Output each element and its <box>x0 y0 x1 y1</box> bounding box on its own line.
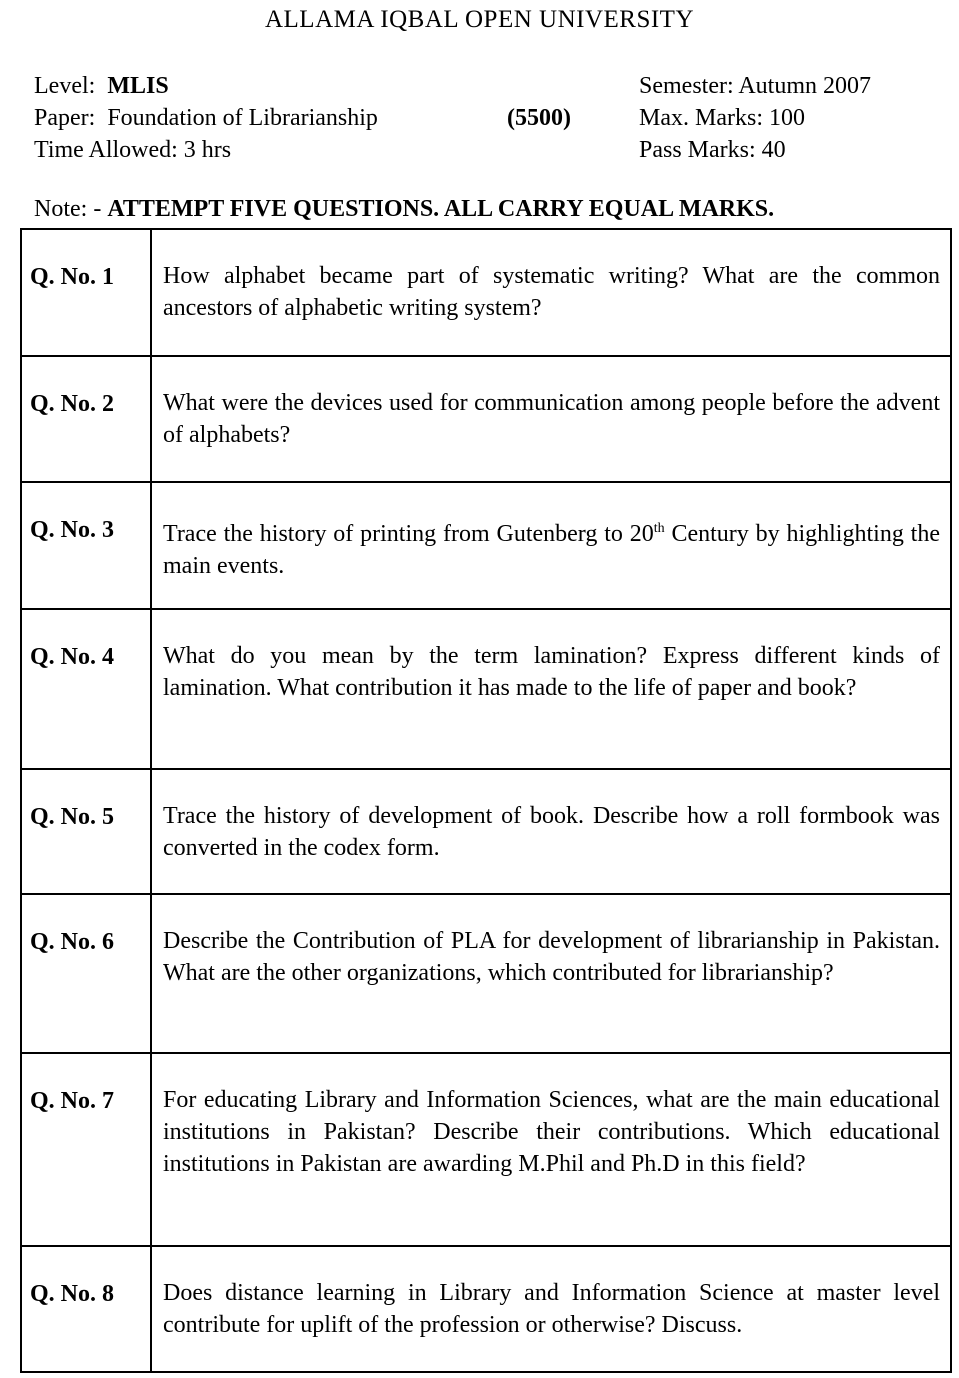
level-label: Level: <box>34 73 96 99</box>
question-number: Q. No. 4 <box>30 644 114 670</box>
paper-value: Foundation of Librarianship <box>107 105 378 131</box>
header-right <box>639 70 871 166</box>
question-text-end: Century by highlighting the main events. <box>163 521 940 579</box>
question-number: Q. No. 2 <box>30 391 114 417</box>
ordinal-suffix: th <box>653 521 665 536</box>
question-row <box>21 229 951 356</box>
university-title: ALLAMA IQBAL OPEN UNIVERSITY <box>264 6 695 33</box>
question-row <box>21 482 951 609</box>
paper-label: Paper: <box>34 105 96 131</box>
question-row <box>21 356 951 482</box>
note-label: Note: - <box>34 196 102 222</box>
question-number: Q. No. 3 <box>30 517 114 543</box>
level-value: MLIS <box>107 73 169 99</box>
header-left <box>34 70 378 166</box>
question-text: Does distance learning in Library and Information Science at master level contribute for uplift of the profession or otherwise? Discuss. <box>163 1280 940 1338</box>
time-allowed: Time Allowed: 3 hrs <box>34 137 232 163</box>
question-row <box>21 1246 951 1372</box>
question-text <box>163 513 940 582</box>
question-number: Q. No. 8 <box>30 1281 114 1307</box>
question-text: How alphabet became part of systematic writing? What are the common ancestors of alphabetic writing system? <box>163 263 940 321</box>
max-marks: Max. Marks: 100 <box>639 105 805 131</box>
question-text: Describe the Contribution of PLA for development of librarianship in Pakistan. What are the other organizations, which contributed for librarianship? <box>163 928 940 986</box>
question-row <box>21 1053 951 1246</box>
course-code: (5500) <box>507 105 571 131</box>
semester: Semester: Autumn 2007 <box>639 73 871 99</box>
question-number: Q. No. 6 <box>30 929 114 955</box>
pass-marks: Pass Marks: 40 <box>639 137 786 163</box>
instructions-note <box>34 196 774 223</box>
question-text: For educating Library and Information Sciences, what are the main educational institutions in Pakistan? Describe their contributions. Which educational institutions in Pakistan are awarding M.Phil and Ph.D in this field? <box>163 1087 940 1177</box>
questions-table <box>20 228 952 1373</box>
question-row <box>21 769 951 894</box>
question-text: What do you mean by the term lamination? Express different kinds of lamination. What contribution it has made to the life of paper and book? <box>163 643 940 701</box>
question-text: Trace the history of development of book. Describe how a roll formbook was converted in the codex form. <box>163 803 940 861</box>
question-number: Q. No. 1 <box>30 264 114 290</box>
question-text-start: Trace the history of printing from Gutenberg to 20 <box>163 521 654 547</box>
level-row <box>34 70 378 102</box>
question-row <box>21 894 951 1053</box>
question-text: What were the devices used for communication among people before the advent of alphabets? <box>163 390 940 448</box>
question-number: Q. No. 5 <box>30 804 114 830</box>
note-text: ATTEMPT FIVE QUESTIONS. ALL CARRY EQUAL MARKS. <box>107 196 775 222</box>
question-row <box>21 609 951 769</box>
question-number: Q. No. 7 <box>30 1088 114 1114</box>
paper-row <box>34 102 378 134</box>
